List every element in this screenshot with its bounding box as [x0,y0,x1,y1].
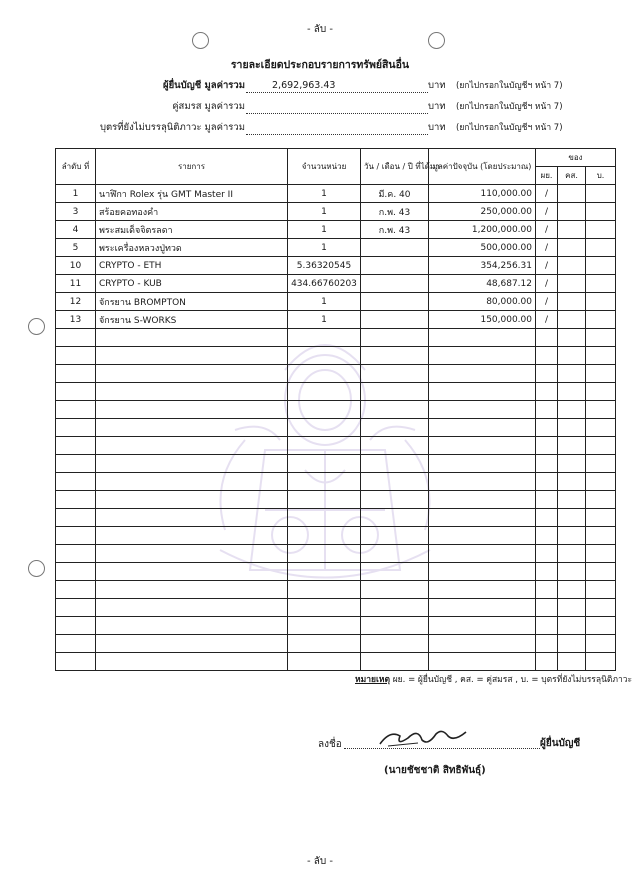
cell-owner-declarant: / [536,275,558,293]
cell-owner-spouse [558,311,586,329]
cell-owner-declarant [536,635,558,653]
cell-owner-child [586,581,616,599]
header-date: วัน / เดือน / ปี ที่ได้มา [361,149,429,185]
cell-owner-declarant [536,617,558,635]
cell-owner-spouse [558,293,586,311]
cell-date: มี.ค. 40 [361,185,429,203]
table-row [56,329,616,347]
cell-item [96,491,288,509]
cell-owner-declarant: / [536,239,558,257]
cell-owner-spouse [558,221,586,239]
cell-qty [288,491,361,509]
cell-date [361,257,429,275]
cell-owner-declarant [536,527,558,545]
cell-qty [288,437,361,455]
cell-value: 150,000.00 [429,311,536,329]
cell-date [361,455,429,473]
cell-value [429,437,536,455]
punch-hole-left-lower [28,560,45,577]
table-row [56,527,616,545]
cell-item [96,653,288,671]
table-row [56,545,616,563]
cell-item [96,545,288,563]
table-row [56,419,616,437]
cell-value [429,527,536,545]
cell-owner-child [586,401,616,419]
cell-item: CRYPTO - ETH [96,257,288,275]
table-row [56,491,616,509]
table-row [56,185,616,203]
cell-no: 13 [56,311,96,329]
cell-owner-spouse [558,257,586,275]
cell-item [96,509,288,527]
cell-owner-spouse [558,653,586,671]
cell-no [56,455,96,473]
cell-item [96,383,288,401]
table-row [56,509,616,527]
cell-qty: 1 [288,239,361,257]
cell-no: 3 [56,203,96,221]
cell-date [361,239,429,257]
cell-no: 4 [56,221,96,239]
table-row [56,383,616,401]
sign-label: ลงชื่อ [318,739,342,750]
cell-owner-declarant: / [536,293,558,311]
table-row [56,473,616,491]
cell-no [56,653,96,671]
cell-value [429,383,536,401]
cell-qty [288,365,361,383]
cell-qty: 1 [288,311,361,329]
cell-item [96,635,288,653]
cell-qty [288,527,361,545]
cell-owner-child [586,383,616,401]
cell-owner-spouse [558,437,586,455]
cell-item [96,617,288,635]
cell-date: ก.พ. 43 [361,221,429,239]
cell-item [96,365,288,383]
cell-value: 250,000.00 [429,203,536,221]
cell-owner-child [586,221,616,239]
summary-value: 2,692,963.43 [272,80,336,91]
handwritten-signature-icon [378,724,468,750]
cell-no: 5 [56,239,96,257]
cell-owner-child [586,329,616,347]
cell-owner-child [586,437,616,455]
cell-date [361,491,429,509]
table-row [56,293,616,311]
cell-owner-declarant: / [536,185,558,203]
cell-owner-spouse [558,599,586,617]
cell-owner-declarant [536,473,558,491]
summary-row-spouse [0,100,640,114]
signer-name: (นายชัชชาติ สิทธิพันธุ์) [384,765,486,776]
cell-owner-spouse [558,617,586,635]
cell-value [429,347,536,365]
cell-owner-spouse [558,365,586,383]
cell-owner-child [586,275,616,293]
cell-no: 11 [56,275,96,293]
summary-label: ผู้ยื่นบัญชี มูลค่ารวม [163,80,245,91]
cell-owner-spouse [558,509,586,527]
footnote-label: หมายเหตุ [355,675,390,685]
cell-date [361,419,429,437]
cell-owner-spouse [558,581,586,599]
cell-owner-declarant [536,455,558,473]
cell-value [429,509,536,527]
cell-item [96,401,288,419]
cell-date [361,653,429,671]
table-row [56,599,616,617]
table-row [56,653,616,671]
cell-owner-child [586,419,616,437]
cell-qty [288,455,361,473]
cell-date [361,635,429,653]
asset-table [55,148,616,671]
cell-no [56,437,96,455]
cell-item [96,527,288,545]
table-row [56,347,616,365]
summary-label: บุตรที่ยังไม่บรรลุนิติภาวะ มูลค่ารวม [99,122,245,133]
cell-no [56,617,96,635]
cell-owner-child [586,563,616,581]
cell-no [56,473,96,491]
cell-date [361,329,429,347]
header-owner: ของ [536,149,616,167]
cell-item: นาฬิกา Rolex รุ่น GMT Master II [96,185,288,203]
cell-date [361,527,429,545]
cell-value [429,455,536,473]
cell-owner-declarant [536,545,558,563]
cell-item: สร้อยคอทองคำ [96,203,288,221]
cell-no [56,491,96,509]
cell-value [429,491,536,509]
cell-no [56,599,96,617]
cell-date [361,545,429,563]
cell-owner-child [586,185,616,203]
cell-qty: 434.66760203 [288,275,361,293]
cell-value: 80,000.00 [429,293,536,311]
cell-no: 10 [56,257,96,275]
cell-owner-child [586,527,616,545]
cell-value [429,365,536,383]
cell-item [96,455,288,473]
header-owner-child: บ. [586,167,616,185]
cell-owner-child [586,203,616,221]
summary-unit: บาท [428,80,446,91]
cell-qty: 1 [288,185,361,203]
cell-owner-child [586,473,616,491]
header-owner-declarant: ผย. [536,167,558,185]
cell-value [429,563,536,581]
cell-owner-spouse [558,491,586,509]
table-row [56,275,616,293]
cell-owner-spouse [558,329,586,347]
cell-item: พระสมเด็จจิตรลดา [96,221,288,239]
cell-value: 500,000.00 [429,239,536,257]
cell-no [56,419,96,437]
cell-qty [288,599,361,617]
cell-owner-child [586,599,616,617]
summary-note: (ยกไปกรอกในบัญชีฯ หน้า 7) [456,81,563,91]
cell-value [429,401,536,419]
cell-owner-declarant: / [536,203,558,221]
cell-value: 110,000.00 [429,185,536,203]
table-row [56,437,616,455]
footnote-text: ผย. = ผู้ยื่นบัญชี , คส. = คู่สมรส , บ. = บุตรที่ยังไม่บรรลุนิติภาวะ [392,675,633,685]
cell-date: ก.พ. 43 [361,203,429,221]
summary-unit: บาท [428,101,446,112]
cell-owner-spouse [558,275,586,293]
cell-owner-child [586,653,616,671]
cell-date [361,347,429,365]
cell-owner-spouse [558,473,586,491]
table-row [56,563,616,581]
cell-no [56,581,96,599]
cell-date [361,617,429,635]
cell-item [96,437,288,455]
cell-owner-child [586,491,616,509]
cell-no [56,635,96,653]
summary-value-line [246,121,428,135]
table-row [56,455,616,473]
cell-date [361,383,429,401]
cell-date [361,599,429,617]
cell-qty [288,473,361,491]
cell-item [96,329,288,347]
cell-owner-declarant [536,383,558,401]
summary-note: (ยกไปกรอกในบัญชีฯ หน้า 7) [456,123,563,133]
cell-owner-declarant [536,599,558,617]
cell-no [56,401,96,419]
table-row [56,203,616,221]
cell-owner-child [586,257,616,275]
cell-qty [288,545,361,563]
cell-value [429,545,536,563]
cell-qty [288,563,361,581]
cell-owner-spouse [558,563,586,581]
cell-no [56,527,96,545]
classification-top: - ลับ - [306,24,334,35]
cell-value [429,329,536,347]
cell-qty [288,329,361,347]
header-item: รายการ [96,149,288,185]
cell-owner-declarant [536,563,558,581]
cell-value [429,473,536,491]
cell-owner-declarant [536,365,558,383]
cell-qty [288,653,361,671]
cell-owner-child [586,545,616,563]
cell-no [56,365,96,383]
cell-owner-child [586,239,616,257]
cell-item [96,419,288,437]
cell-value: 1,200,000.00 [429,221,536,239]
cell-owner-spouse [558,239,586,257]
cell-owner-declarant [536,653,558,671]
cell-owner-child [586,455,616,473]
cell-item [96,347,288,365]
summary-unit: บาท [428,122,446,133]
cell-owner-child [586,293,616,311]
cell-qty [288,581,361,599]
page-title: รายละเอียดประกอบรายการทรัพย์สินอื่น [230,59,410,71]
cell-owner-child [586,365,616,383]
table-row [56,617,616,635]
cell-value: 48,687.12 [429,275,536,293]
cell-value [429,599,536,617]
classification-bottom: - ลับ - [306,856,334,867]
cell-date [361,581,429,599]
cell-item [96,581,288,599]
cell-owner-child [586,509,616,527]
table-row [56,257,616,275]
cell-date [361,509,429,527]
cell-qty: 1 [288,203,361,221]
cell-item [96,599,288,617]
cell-qty [288,347,361,365]
cell-owner-declarant [536,509,558,527]
cell-value: 354,256.31 [429,257,536,275]
cell-owner-spouse [558,419,586,437]
table-row [56,401,616,419]
cell-qty [288,635,361,653]
table-row [56,221,616,239]
cell-value [429,419,536,437]
cell-owner-spouse [558,527,586,545]
cell-owner-spouse [558,455,586,473]
header-owner-spouse: คส. [558,167,586,185]
cell-value [429,581,536,599]
asset-table-body [56,185,616,671]
cell-value [429,635,536,653]
cell-item: CRYPTO - KUB [96,275,288,293]
cell-qty: 1 [288,293,361,311]
table-row [56,635,616,653]
table-row [56,311,616,329]
cell-item: จักรยาน BROMPTON [96,293,288,311]
cell-qty [288,509,361,527]
cell-owner-child [586,635,616,653]
cell-owner-spouse [558,185,586,203]
cell-qty [288,383,361,401]
cell-owner-spouse [558,383,586,401]
summary-row-child [0,121,640,135]
cell-date [361,293,429,311]
signer-role: ผู้ยื่นบัญชี [540,738,581,749]
cell-qty: 1 [288,221,361,239]
cell-qty [288,401,361,419]
cell-no [56,347,96,365]
cell-owner-declarant [536,491,558,509]
cell-owner-child [586,347,616,365]
table-header-row [56,149,616,167]
table-row [56,581,616,599]
cell-no: 1 [56,185,96,203]
summary-value-line [246,100,428,114]
cell-no [56,545,96,563]
cell-value [429,653,536,671]
cell-owner-declarant [536,347,558,365]
cell-owner-declarant: / [536,221,558,239]
cell-date [361,437,429,455]
punch-hole-left-upper [28,318,45,335]
cell-owner-spouse [558,635,586,653]
cell-value [429,617,536,635]
cell-date [361,275,429,293]
cell-item [96,563,288,581]
table-row [56,365,616,383]
cell-owner-spouse [558,347,586,365]
header-value: มูลค่าปัจจุบัน (โดยประมาณ) [429,149,536,185]
cell-qty [288,419,361,437]
cell-no: 12 [56,293,96,311]
cell-item [96,473,288,491]
summary-note: (ยกไปกรอกในบัญชีฯ หน้า 7) [456,102,563,112]
cell-no [56,563,96,581]
cell-item: พระเครื่องหลวงปู่ทวด [96,239,288,257]
cell-item: จักรยาน S-WORKS [96,311,288,329]
cell-no [56,329,96,347]
cell-owner-spouse [558,203,586,221]
cell-date [361,311,429,329]
table-row [56,239,616,257]
cell-owner-declarant [536,437,558,455]
cell-no [56,383,96,401]
cell-owner-spouse [558,545,586,563]
cell-qty: 5.36320545 [288,257,361,275]
cell-owner-declarant [536,581,558,599]
summary-row-declarant [0,79,640,93]
summary-label: คู่สมรส มูลค่ารวม [172,101,245,112]
cell-date [361,365,429,383]
cell-date [361,563,429,581]
cell-no [56,509,96,527]
header-no: ลำดับ ที่ [56,149,96,185]
cell-owner-declarant [536,419,558,437]
header-qty: จำนวนหน่วย [288,149,361,185]
cell-owner-child [586,617,616,635]
footnote [355,672,632,686]
cell-date [361,473,429,491]
cell-owner-child [586,311,616,329]
cell-date [361,401,429,419]
cell-owner-declarant: / [536,257,558,275]
cell-owner-declarant [536,401,558,419]
cell-owner-declarant [536,329,558,347]
cell-owner-spouse [558,401,586,419]
cell-owner-declarant: / [536,311,558,329]
cell-qty [288,617,361,635]
